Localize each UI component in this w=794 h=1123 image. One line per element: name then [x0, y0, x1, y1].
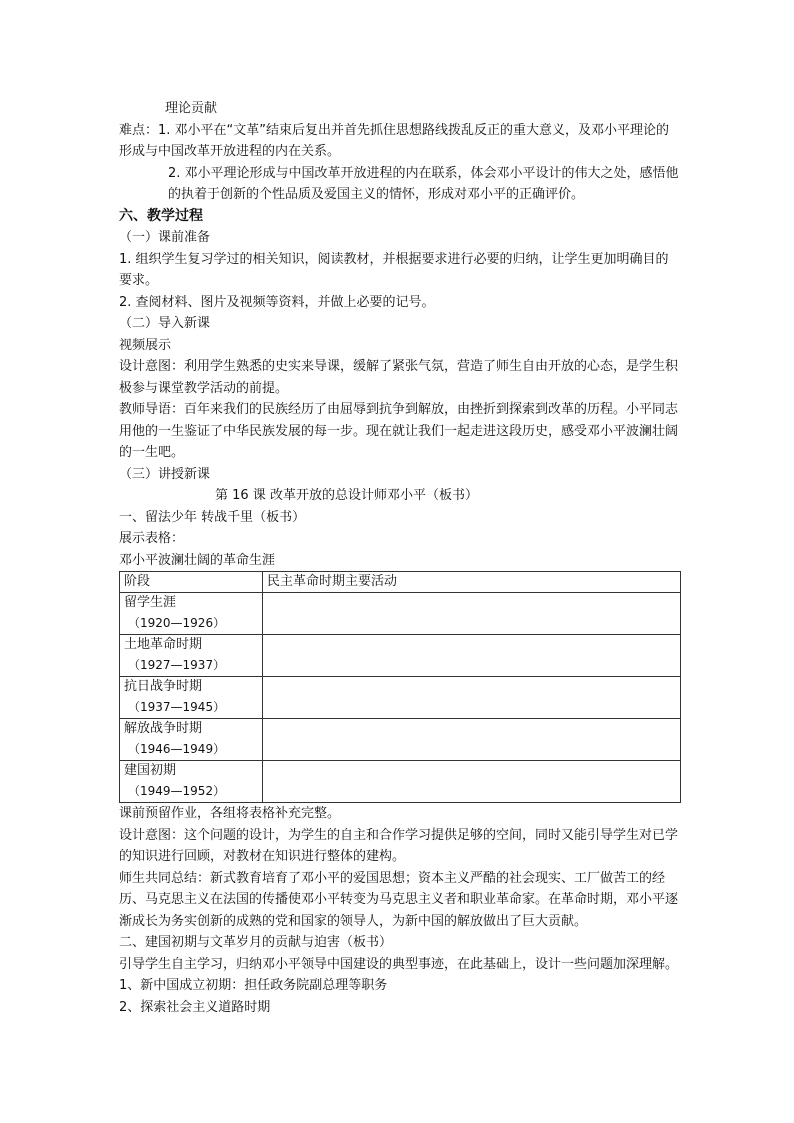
table-row — [120, 593, 681, 635]
paragraph: 引导学生自主学习，归纳邓小平领导中国建设的典型事迹，在此基础上，设计一些问题加深理解。 — [119, 956, 679, 972]
table-header-cell: 阶段 — [120, 572, 263, 593]
table-header-row — [120, 572, 681, 593]
stage-years: （1946—1949） — [128, 742, 226, 756]
paragraph: 设计意图：利用学生熟悉的史实来导课，缓解了紧张气氛，营造了师生自由开放的心态，是学生积极参与课堂教学活动的前提。 — [119, 359, 679, 396]
stage-cell — [120, 677, 263, 719]
stage-cell — [120, 593, 263, 635]
career-table — [119, 571, 681, 803]
table-header-cell: 民主革命时期主要活动 — [263, 572, 681, 593]
subsection-heading: （二）导入新课 — [119, 316, 211, 331]
stage-years: （1927—1937） — [128, 658, 226, 672]
stage-name: 解放战争时期 — [124, 721, 203, 736]
activity-cell — [263, 761, 681, 803]
difficulty-point-2: 2. 邓小平理论形成与中国改革开放进程的内在联系，体会邓小平设计的伟大之处，感悟他的执着于创新的个性品质及爱国主义的情怀，形成对邓小平的正确评价。 — [168, 165, 679, 202]
table-caption: 邓小平波澜壮阔的革命生涯 — [119, 552, 276, 568]
stage-years: （1920—1926） — [128, 616, 226, 630]
stage-name: 建国初期 — [124, 763, 177, 778]
activity-cell — [263, 635, 681, 677]
table-row — [120, 719, 681, 761]
difficulty-point-1: 难点：1. 邓小平在“文革”结束后复出并首先抓住思想路线拨乱反正的重大意义，及邓小平理论的形成与中国改革开放进程的内在关系。 — [119, 122, 670, 159]
text-line: 理论贡献 — [165, 101, 218, 116]
paragraph: 课前预留作业，各组将表格补充完整。 — [119, 806, 341, 821]
stage-years: （1949—1952） — [128, 784, 226, 798]
lesson-title: 第 16 课 改革开放的总设计师邓小平（板书） — [215, 488, 478, 503]
paragraph: 展示表格： — [119, 531, 185, 546]
section-heading: 六、教学过程 — [119, 207, 203, 224]
activity-cell — [263, 719, 681, 761]
table-row — [120, 677, 681, 719]
list-item: 1、新中国成立初期：担任政务院副总理等职务 — [119, 978, 388, 993]
stage-name: 留学生涯 — [124, 595, 177, 610]
table-row — [120, 761, 681, 803]
activity-cell — [263, 677, 681, 719]
paragraph: 设计意图：这个问题的设计，为学生的自主和合作学习提供足够的空间，同时又能引导学生对已学的知识进行回顾，对教材在知识进行整体的建构。 — [119, 827, 679, 864]
stage-cell — [120, 719, 263, 761]
paragraph: 师生共同总结：新式教育培育了邓小平的爱国思想；资本主义严酷的社会现实、工厂做苦工的经历、马克思主义在法国的传播使邓小平转变为马克思主义者和职业革命家。在革命时期，邓小平逐渐成长为务实创新的成熟的党和国家的领导人，为新中国的解放做出了巨大贡献。 — [119, 870, 679, 929]
subsection-heading: （一）课前准备 — [119, 230, 211, 245]
stage-name: 土地革命时期 — [124, 637, 203, 652]
part-heading: 二、建国初期与文革岁月的贡献与迫害（板书） — [119, 935, 393, 950]
stage-cell — [120, 635, 263, 677]
paragraph: 1. 组织学生复习学过的相关知识，阅读教材，并根据要求进行必要的归纳，让学生更加明确目的要求。 — [119, 251, 669, 288]
activity-cell — [263, 593, 681, 635]
list-item: 2、探索社会主义道路时期 — [119, 999, 271, 1015]
paragraph: 2. 查阅材料、图片及视频等资料，并做上必要的记号。 — [119, 294, 435, 310]
part-heading: 一、留法少年 转战千里（板书） — [119, 509, 306, 525]
stage-cell — [120, 761, 263, 803]
stage-years: （1937—1945） — [128, 700, 226, 714]
stage-name: 抗日战争时期 — [124, 679, 203, 694]
subsection-heading: （三）讲授新课 — [119, 466, 211, 482]
paragraph: 教师导语：百年来我们的民族经历了由屈辱到抗争到解放，由挫折到探索到改革的历程。小平同志用他的一生鉴证了中华民族发展的每一步。现在就让我们一起走进这段历史，感受邓小平波澜壮阔的一生吧。 — [119, 402, 679, 460]
document-body — [119, 98, 681, 1018]
paragraph: 视频展示 — [119, 337, 172, 353]
table-row — [120, 635, 681, 677]
